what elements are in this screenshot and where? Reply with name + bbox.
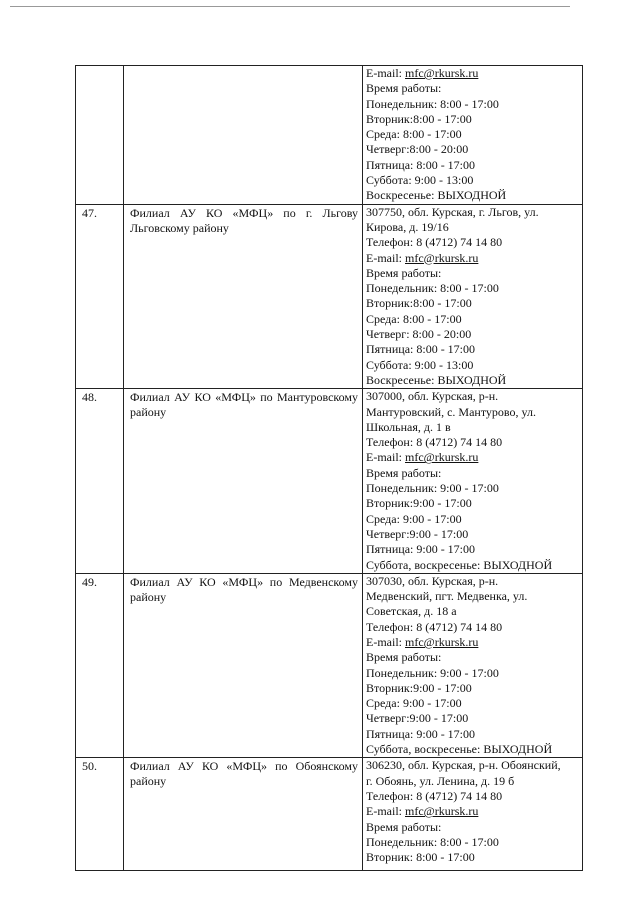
email-line: E-mail: mfc@rkursk.ru — [366, 450, 479, 465]
info-line: Школьная, д. 1 в — [366, 419, 451, 434]
row-number: 48. — [76, 389, 124, 574]
branches-table-body — [76, 66, 583, 871]
info-line: Среда: 9:00 - 17:00 — [366, 511, 462, 526]
info-line: Вторник:9:00 - 17:00 — [366, 680, 472, 695]
branch-name: Филиал АУ КО «МФЦ» по Мантуровскому району — [130, 390, 358, 420]
info-line: Понедельник: 8:00 - 17:00 — [366, 834, 499, 849]
info-line: Воскресенье: ВЫХОДНОЙ — [366, 188, 507, 203]
email-line: E-mail: mfc@rkursk.ru — [366, 804, 479, 819]
info-line: Время работы: — [366, 650, 442, 665]
info-line: Суббота, воскресенье: ВЫХОДНОЙ — [366, 557, 553, 572]
info-line: Четверг:9:00 - 17:00 — [366, 711, 469, 726]
branch-info-cell — [363, 573, 583, 758]
info-line: Суббота, воскресенье: ВЫХОДНОЙ — [366, 742, 553, 757]
info-line: Телефон: 8 (4712) 74 14 80 — [366, 235, 503, 250]
info-line: Суббота: 9:00 - 13:00 — [366, 173, 474, 188]
email-address: mfc@rkursk.ru — [405, 804, 479, 819]
info-line: Медвенский, пгт. Медвенка, ул. — [366, 589, 528, 604]
info-line: Среда: 9:00 - 17:00 — [366, 696, 462, 711]
info-line: Пятница: 8:00 - 17:00 — [366, 157, 476, 172]
info-line: 307750, обл. Курская, г. Льгов, ул. — [366, 204, 539, 219]
info-line: Мантуровский, с. Мантурово, ул. — [366, 404, 536, 419]
table-row — [76, 204, 583, 389]
table-row — [76, 573, 583, 758]
branch-name-cell — [124, 66, 363, 205]
table-row — [76, 66, 583, 205]
branch-info-cell — [363, 758, 583, 871]
email-address: mfc@rkursk.ru — [405, 450, 479, 465]
info-line: Суббота: 9:00 - 13:00 — [366, 357, 474, 372]
info-line: Среда: 8:00 - 17:00 — [366, 127, 462, 142]
info-line: Советская, д. 18 а — [366, 604, 457, 619]
info-line: Кирова, д. 19/16 — [366, 219, 449, 234]
info-line: Четверг:8:00 - 20:00 — [366, 142, 469, 157]
info-line: Телефон: 8 (4712) 74 14 80 — [366, 435, 503, 450]
branches-table — [75, 65, 583, 871]
row-number — [76, 66, 124, 205]
info-line: Время работы: — [366, 265, 442, 280]
info-line: Понедельник: 8:00 - 17:00 — [366, 281, 499, 296]
email-address: mfc@rkursk.ru — [405, 66, 479, 80]
table-row — [76, 389, 583, 574]
info-line: Среда: 8:00 - 17:00 — [366, 311, 462, 326]
info-line: Понедельник: 9:00 - 17:00 — [366, 665, 499, 680]
branch-name-cell — [124, 758, 363, 871]
branch-name: Филиал АУ КО «МФЦ» по Медвенскому району — [130, 574, 358, 604]
branch-name-cell — [124, 204, 363, 389]
branch-name: Филиал АУ КО «МФЦ» по Обоянскому району — [130, 759, 358, 789]
table-row — [76, 758, 583, 871]
email-address: mfc@rkursk.ru — [405, 634, 479, 649]
info-line: 306230, обл. Курская, р-н. Обоянский, — [366, 758, 561, 773]
row-number: 49. — [76, 573, 124, 758]
info-line: Пятница: 8:00 - 17:00 — [366, 342, 476, 357]
info-line: Четверг: 8:00 - 20:00 — [366, 327, 472, 342]
info-line: 307030, обл. Курская, р-н. — [366, 573, 499, 588]
branch-info-cell — [363, 66, 583, 205]
email-line: E-mail: mfc@rkursk.ru — [366, 634, 479, 649]
info-line: Пятница: 9:00 - 17:00 — [366, 726, 476, 741]
branch-info-cell — [363, 389, 583, 574]
info-line: Вторник:8:00 - 17:00 — [366, 111, 472, 126]
info-line: Вторник: 8:00 - 17:00 — [366, 850, 475, 865]
branch-info-cell — [363, 204, 583, 389]
info-line: Вторник:8:00 - 17:00 — [366, 296, 472, 311]
info-line: Понедельник: 9:00 - 17:00 — [366, 481, 499, 496]
info-line: Понедельник: 8:00 - 17:00 — [366, 96, 499, 111]
info-line: Воскресенье: ВЫХОДНОЙ — [366, 372, 507, 387]
info-line: г. Обоянь, ул. Ленина, д. 19 б — [366, 773, 515, 788]
info-line: Время работы: — [366, 81, 442, 96]
row-number: 47. — [76, 204, 124, 389]
email-line: E-mail: mfc@rkursk.ru — [366, 250, 479, 265]
email-line: E-mail: mfc@rkursk.ru — [366, 66, 479, 80]
info-line: Время работы: — [366, 465, 442, 480]
branch-name-cell — [124, 389, 363, 574]
email-address: mfc@rkursk.ru — [405, 250, 479, 265]
branch-name-cell — [124, 573, 363, 758]
branch-name: Филиал АУ КО «МФЦ» по г. Льгову Льговскому району — [130, 205, 358, 235]
row-number: 50. — [76, 758, 124, 871]
info-line: Время работы: — [366, 819, 442, 834]
info-line: Телефон: 8 (4712) 74 14 80 — [366, 619, 503, 634]
page-top-rule — [10, 6, 570, 7]
info-line: Четверг:9:00 - 17:00 — [366, 526, 469, 541]
info-line: Пятница: 9:00 - 17:00 — [366, 542, 476, 557]
info-line: 307000, обл. Курская, р-н. — [366, 389, 499, 404]
info-line: Телефон: 8 (4712) 74 14 80 — [366, 788, 503, 803]
info-line: Вторник:9:00 - 17:00 — [366, 496, 472, 511]
